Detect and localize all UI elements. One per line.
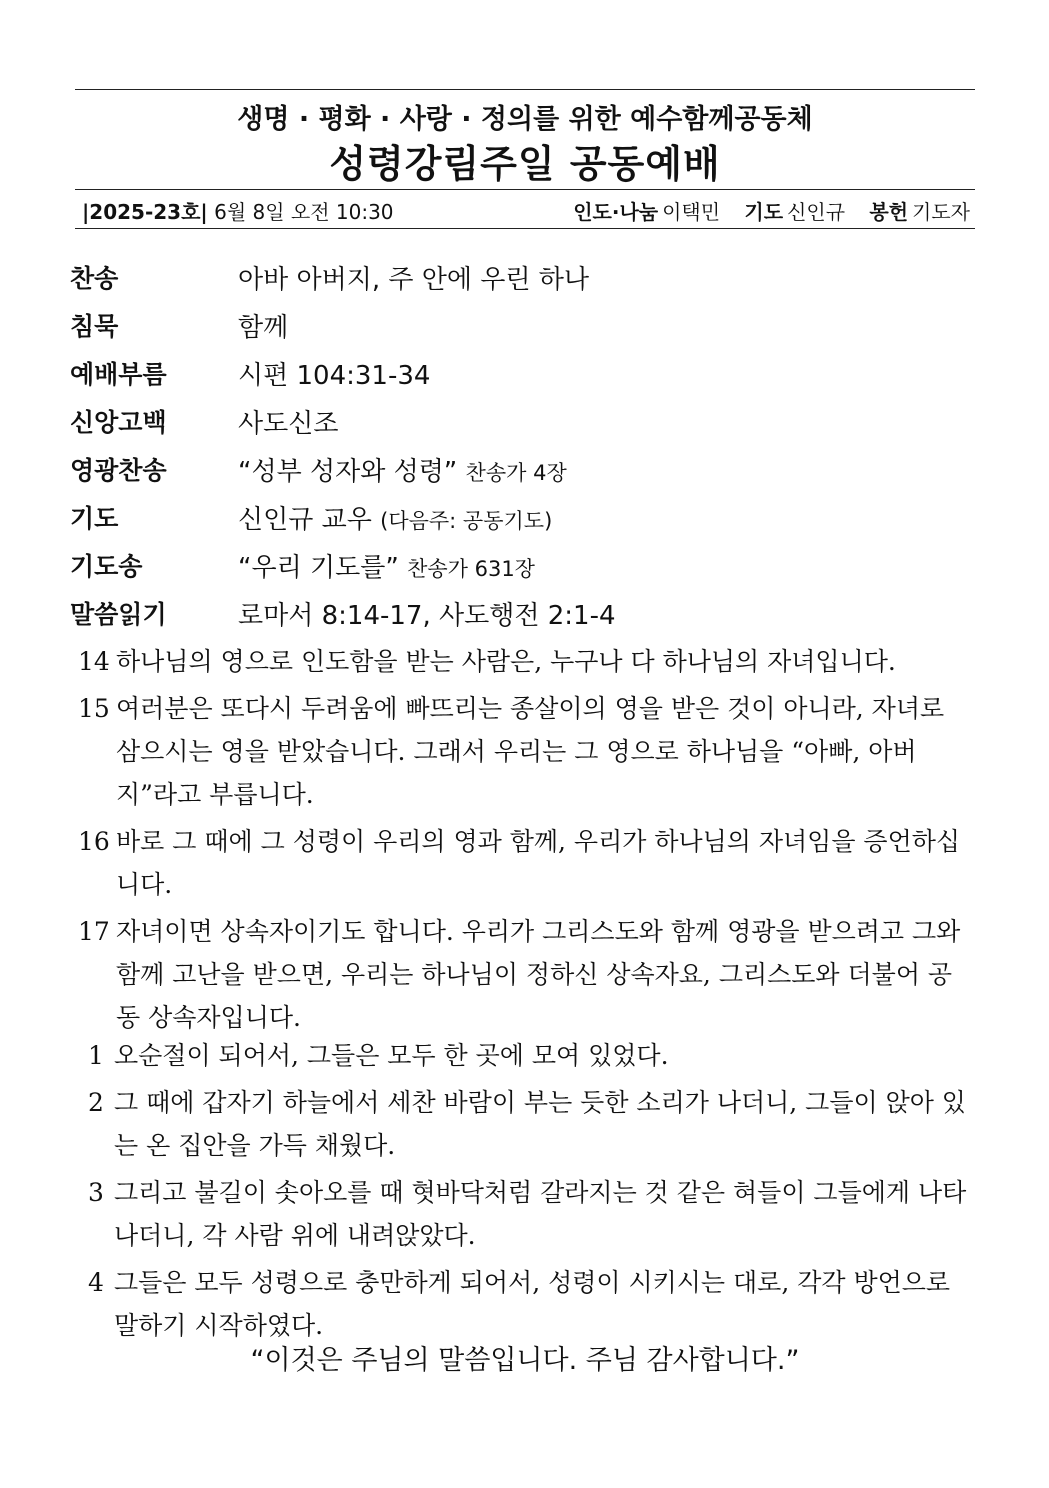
order-value: 사도신조 — [238, 408, 339, 439]
order-item-prayer-song — [70, 541, 970, 589]
verse-number: 4 — [88, 1268, 104, 1297]
order-item-prayer — [70, 493, 970, 541]
order-label: 예배부름 — [70, 360, 167, 389]
role-offering-key: 봉헌 — [869, 199, 909, 224]
verse — [78, 1261, 973, 1347]
order-of-worship — [70, 253, 970, 637]
verse-text: 그들은 모두 성령으로 충만하게 되어서, 성령이 시키시는 대로, 각각 방언으로 말하기 시작하였다. — [114, 1268, 951, 1340]
service-roles — [569, 196, 970, 225]
verse — [78, 1034, 973, 1077]
order-label: 신앙고백 — [70, 408, 167, 437]
order-value: 시편 104:31-34 — [238, 360, 431, 391]
verse-text: 그리고 불길이 솟아오를 때 혓바닥처럼 갈라지는 것 같은 혀들이 그들에게 나타나더니, 각 사람 위에 내려앉았다. — [114, 1178, 967, 1250]
order-note: 찬송가 631장 — [407, 556, 535, 581]
verse — [78, 1081, 973, 1167]
top-rule — [75, 89, 975, 90]
order-value: “우리 기도를” 찬송가 631장 — [238, 552, 535, 583]
verse-number: 17 — [78, 917, 110, 946]
order-item-creed — [70, 397, 970, 445]
order-label: 기도송 — [70, 552, 143, 581]
verse-number: 3 — [88, 1178, 104, 1207]
verse-number: 15 — [78, 694, 110, 723]
verse-text: 자녀이면 상속자이기도 합니다. 우리가 그리스도와 함께 영광을 받으려고 그와 함께 고난을 받으면, 우리는 하나님이 정하신 상속자요, 그리스도와 더불어 공동 상속자입니다. — [116, 917, 961, 1032]
verse-text: 바로 그 때에 그 성령이 우리의 영과 함께, 우리가 하나님의 자녀임을 증언하십니다. — [116, 827, 961, 899]
order-item-scripture — [70, 589, 970, 637]
verse — [78, 820, 973, 906]
order-value: 신인규 교우 (다음주: 공동기도) — [238, 504, 553, 535]
verse-text: 그 때에 갑자기 하늘에서 세찬 바람이 부는 듯한 소리가 나더니, 그들이 앉아 있는 온 집안을 가득 채웠다. — [114, 1088, 966, 1160]
verse — [78, 687, 973, 816]
role-leader-key: 인도·나눔 — [573, 199, 659, 224]
acts-reading — [78, 1034, 973, 1351]
order-value: 로마서 8:14-17, 사도행전 2:1-4 — [238, 600, 616, 631]
order-item-gloria — [70, 445, 970, 493]
verse — [78, 910, 973, 1039]
verse-number: 16 — [78, 827, 110, 856]
issue-number: |2025-23호| — [82, 199, 208, 224]
verse-number: 14 — [78, 647, 110, 676]
role-prayer-key: 기도 — [744, 199, 784, 224]
order-label: 기도 — [70, 504, 119, 533]
info-rule — [75, 228, 975, 229]
order-value: “성부 성자와 성령” 찬송가 4장 — [238, 456, 567, 487]
order-label: 찬송 — [70, 264, 119, 293]
order-note: 찬송가 4장 — [465, 460, 567, 485]
order-item-silence — [70, 301, 970, 349]
role-leader-value: 이택민 — [662, 199, 721, 224]
issue-date — [82, 196, 394, 225]
closing-response: “이것은 주님의 말씀입니다. 주님 감사합니다.” — [250, 1345, 800, 1376]
order-label: 침묵 — [70, 312, 119, 341]
verse-number: 2 — [88, 1088, 104, 1117]
romans-reading — [78, 640, 973, 1043]
order-note: (다음주: 공동기도) — [380, 508, 553, 533]
verse-number: 1 — [88, 1041, 104, 1070]
service-datetime: 6월 8일 오전 10:30 — [214, 199, 394, 224]
order-label: 말씀읽기 — [70, 600, 167, 629]
service-title: 성령강림주일 공동예배 — [329, 142, 721, 186]
order-item-hymn — [70, 253, 970, 301]
role-offering-value: 기도자 — [912, 199, 970, 224]
header-rule — [75, 189, 975, 190]
community-subtitle: 생명 · 평화 · 사랑 · 정의를 위한 예수함께공동체 — [237, 104, 813, 135]
order-item-call-to-worship — [70, 349, 970, 397]
role-prayer-value: 신인규 — [787, 199, 846, 224]
order-label: 영광찬송 — [70, 456, 167, 485]
verse — [78, 640, 973, 683]
verse-text: 오순절이 되어서, 그들은 모두 한 곳에 모여 있었다. — [114, 1041, 669, 1070]
verse — [78, 1171, 973, 1257]
verse-text: 하나님의 영으로 인도함을 받는 사람은, 누구나 다 하나님의 자녀입니다. — [116, 647, 896, 676]
order-value: 함께 — [238, 312, 289, 343]
info-bar — [82, 196, 970, 224]
verse-text: 여러분은 또다시 두려움에 빠뜨리는 종살이의 영을 받은 것이 아니라, 자녀로 삼으시는 영을 받았습니다. 그래서 우리는 그 영으로 하나님을 “아빠, 아버지”라고 부릅니다. — [116, 694, 945, 809]
order-value: 아바 아버지, 주 안에 우린 하나 — [238, 264, 589, 295]
